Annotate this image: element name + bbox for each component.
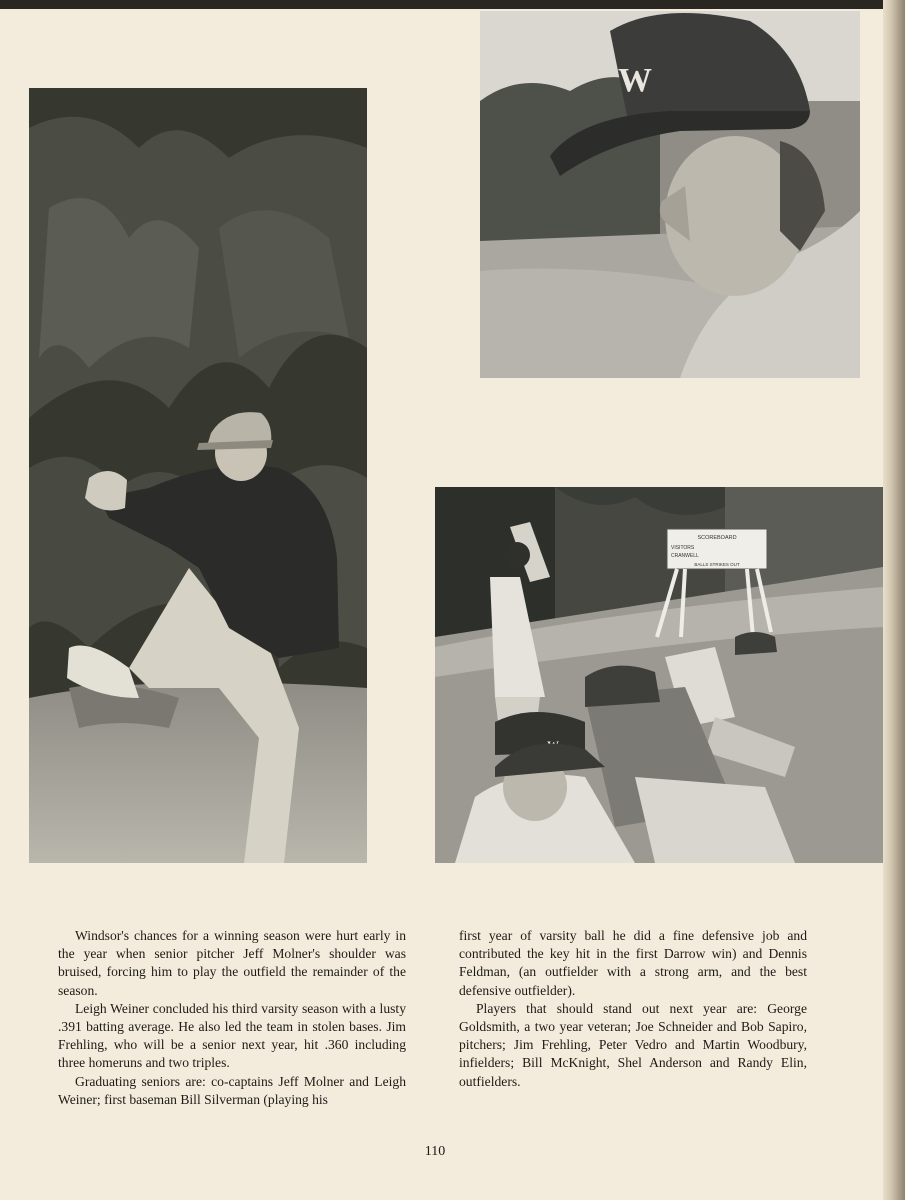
article-paragraph: Leigh Weiner concluded his third varsity season with a lusty .391 batting average. He also led the team in stolen bases. Jim Frehling, who will be a senior next year, hit .360 including three homeruns and two triples.	[58, 1000, 406, 1071]
scoreboard-footer: BALLS STRIKES OUT	[694, 562, 740, 567]
pitcher-illustration	[29, 88, 367, 863]
scoreboard-title: SCOREBOARD	[697, 535, 737, 541]
dugout-illustration	[435, 487, 883, 863]
article-paragraph: Graduating seniors are: co-captains Jeff Molner and Leigh Weiner; first baseman Bill Silverman (playing his	[58, 1073, 406, 1107]
scoreboard-row-visitors: VISITORS	[671, 545, 695, 551]
page-top-border	[0, 0, 905, 9]
coach-illustration	[480, 11, 860, 378]
photo-coach-portrait	[480, 11, 860, 378]
article-column-left	[58, 927, 406, 1109]
scoreboard-row-home: CRANWELL	[671, 553, 699, 559]
page-number: 110	[424, 1144, 446, 1159]
article-paragraph: Players that should stand out next year are: George Goldsmith, a two year veteran; Joe Schneider and Bob Sapiro, pitchers; Jim Frehling, Peter Vedro and Martin Woodbury, infielders; Bill McKnight, Shel Anderson and Randy Elin, outfielders.	[459, 1000, 807, 1089]
binding-edge	[883, 0, 905, 1200]
cap-logo-letter: W	[618, 62, 652, 99]
photo-dugout-scoreboard	[435, 487, 883, 863]
article-column-right	[459, 927, 807, 1091]
article-paragraph: first year of varsity ball he did a fine defensive job and contributed the key hit in the first Darrow win) and Dennis Feldman, (an outfielder with a strong arm, and the best defensive outfielder).	[459, 928, 807, 998]
article-paragraph: Windsor's chances for a winning season were hurt early in the year when senior pitcher Jeff Molner's shoulder was bruised, forcing him to play the outfield the remainder of the season.	[58, 928, 406, 998]
photo-pitcher-windup	[29, 88, 367, 863]
